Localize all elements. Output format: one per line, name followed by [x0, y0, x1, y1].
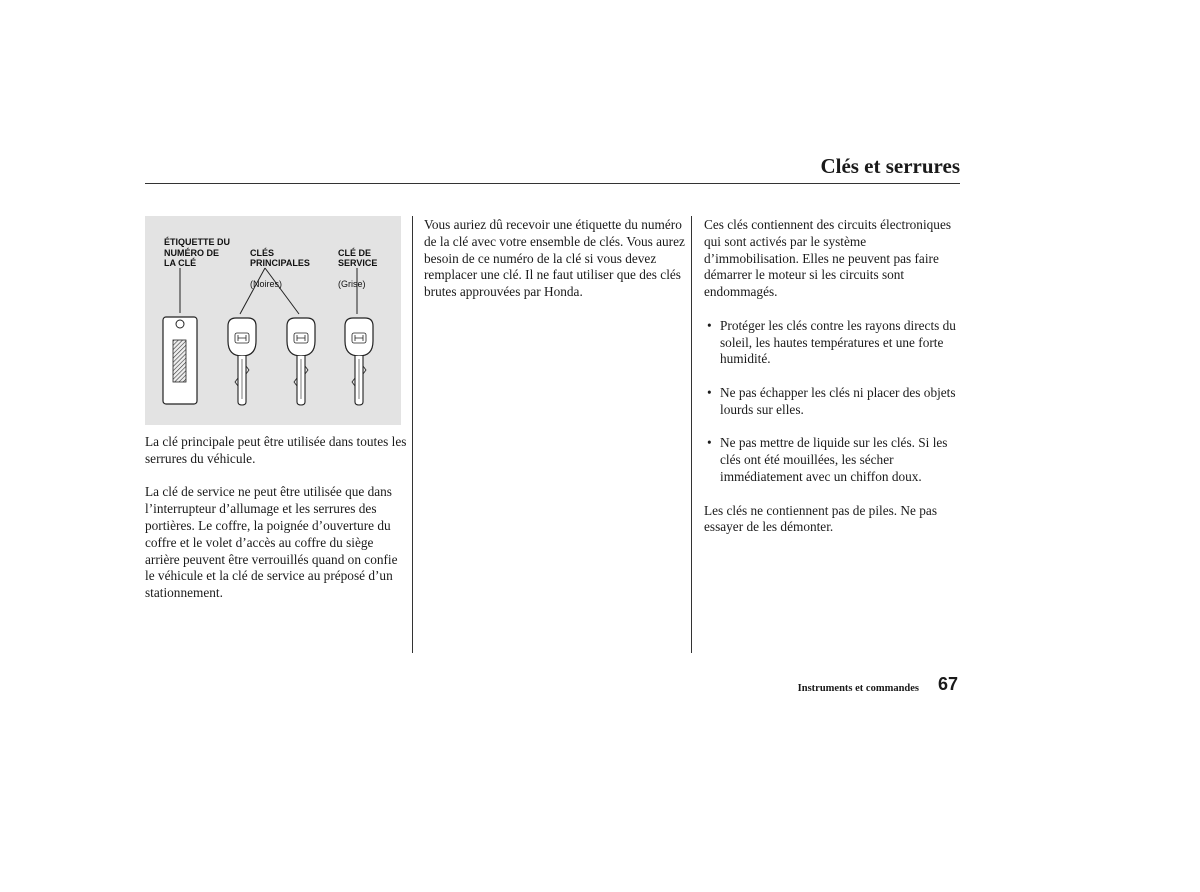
- master-key-icon-2: [287, 318, 315, 405]
- precautions-list: [704, 318, 964, 486]
- valet-key-icon: [345, 318, 373, 405]
- master-leader-line-2: [265, 268, 299, 314]
- list-item: • Ne pas échapper les clés ni placer des objets lourds sur elles.: [707, 384, 956, 417]
- bullet-icon: •: [707, 317, 712, 333]
- bullet-icon: •: [707, 384, 712, 400]
- label-valet-key-color: (Grise): [338, 279, 366, 289]
- keys-illustration: [145, 216, 401, 425]
- footer-section-name: Instruments et commandes: [797, 683, 919, 694]
- header-rule: [145, 183, 960, 184]
- key-number-tag-icon: [163, 317, 197, 404]
- column-2: [424, 217, 686, 318]
- master-leader-line-1: [240, 268, 265, 314]
- master-key-paragraph: La clé principale peut être utilisée dans toutes les serrures du véhicule.: [145, 434, 407, 466]
- valet-key-paragraph: La clé de service ne peut être utilisée que dans l’interrupteur d’allumage et les serrures des portières. Le coffre, la poignée d’ouverture du coffre et le volet d’accès au coffre du siège arrière peuvent être verrouillés quand on confie le véhicule et la clé de service au préposé d’un stationnement.: [145, 484, 398, 601]
- bullet-icon: •: [707, 435, 712, 451]
- label-master-keys-color: (Noires): [250, 279, 283, 289]
- label-key-number-tag: ÉTIQUETTE DU NUMÉRO DE LA CLÉ: [164, 237, 231, 268]
- batteries-paragraph: Les clés ne contiennent pas de piles. Ne pas essayer de les démonter.: [704, 502, 937, 535]
- list-item: • Protéger les clés contre les rayons directs du soleil, les hautes températures et une forte humidité.: [707, 317, 956, 367]
- column-1: [145, 434, 407, 619]
- page-title: Clés et serrures: [820, 154, 960, 178]
- list-item: • Ne pas mettre de liquide sur les clés. Si les clés ont été mouillées, les sécher immédiatement avec un chiffon doux.: [707, 435, 948, 484]
- label-master-keys-title: CLÉS PRINCIPALES: [250, 247, 310, 268]
- label-valet-key-title: CLÉ DE SERVICE: [338, 247, 378, 268]
- immobilizer-paragraph: Ces clés contiennent des circuits électroniques qui sont activés par le système d’immobilisation. Elles ne peuvent pas faire démarrer le moteur si les circuits sont endommagés.: [704, 217, 952, 300]
- master-key-icon-1: [228, 318, 256, 405]
- column-divider-2: [691, 216, 692, 653]
- column-3: [704, 217, 964, 553]
- key-figure: [145, 216, 401, 425]
- column-divider-1: [412, 216, 413, 653]
- key-number-paragraph: Vous auriez dû recevoir une étiquette du numéro de la clé avec votre ensemble de clés. Vous aurez besoin de ce numéro de la clé si vous devez remplacer une clé. Il ne faut utiliser que des clés brutes approuvées par Honda.: [424, 217, 685, 300]
- page-number: 67: [937, 674, 958, 694]
